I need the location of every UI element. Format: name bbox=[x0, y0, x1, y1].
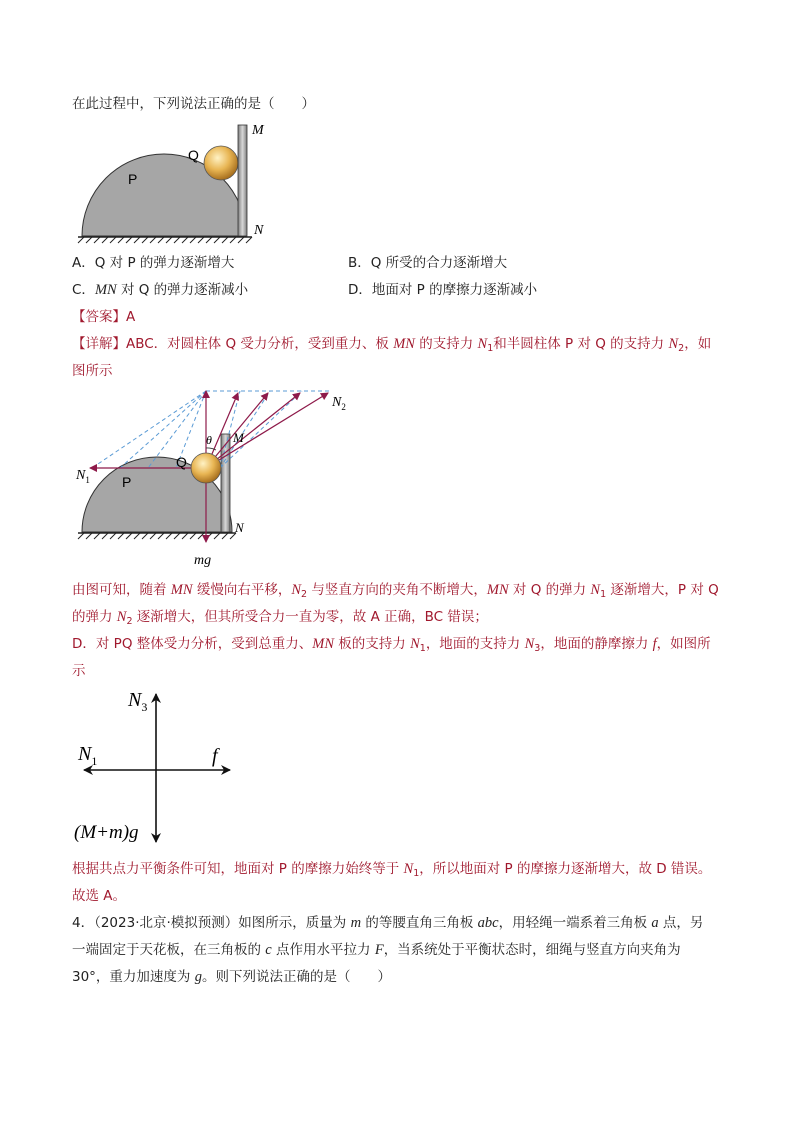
svg-text:N1: $N_1$ bbox=[78, 743, 98, 768]
detail-line-1: 【详解】ABC．对圆柱体 Q 受力分析，受到重力、板 MN 的支持力 $N_1$和半圆柱体 P 对 Q 的支持力 $N_2$，如 bbox=[72, 336, 712, 354]
svg-text:(M+m)g: (M+m)g bbox=[74, 822, 139, 843]
label-q: Q bbox=[188, 147, 199, 163]
detail-line-8: 故选 A。 bbox=[72, 888, 127, 904]
detail-line-7: 根据共点力平衡条件可知，地面对 P 的摩擦力始终等于 $N_1$，所以地面对 P 的摩擦力逐渐增大，故 D 错误。 bbox=[72, 861, 712, 879]
plate-mn bbox=[238, 125, 247, 236]
question-stem: 在此过程中，下列说法正确的是（ ） bbox=[72, 96, 315, 112]
q4-line-3: 30°，重力加速度为 g。则下列说法正确的是（ ） bbox=[72, 969, 391, 985]
ball-q bbox=[204, 146, 238, 180]
svg-text:θ: θ bbox=[206, 433, 212, 447]
option-c[interactable]: C．MN 对 Q 的弹力逐渐减小 bbox=[72, 282, 249, 298]
label-n: N bbox=[254, 223, 264, 238]
svg-text:f: f bbox=[212, 745, 218, 767]
detail-line-2: 图所示 bbox=[72, 363, 113, 379]
svg-text:P: P bbox=[122, 474, 132, 490]
option-b[interactable]: B．Q 所受的合力逐渐增大 bbox=[348, 255, 508, 271]
svg-text:N: N bbox=[235, 520, 244, 535]
answer: 【答案】A bbox=[72, 309, 136, 325]
svg-text:N2: $N_2$ bbox=[332, 395, 346, 412]
figure-force-analysis bbox=[70, 382, 360, 572]
figure-whole-body-forces bbox=[70, 682, 250, 847]
detail-line-3: 由图可知，随着 MN 缓慢向右平移，$N_2$ 与竖直方向的夹角不断增大，MN 对 Q 的弹力 $N_1$ 逐渐增大，P 对 Q bbox=[72, 582, 719, 600]
detail-line-6: 示 bbox=[72, 663, 86, 679]
svg-text:N3: $N_3$ bbox=[128, 689, 148, 714]
option-a[interactable]: A．Q 对 P 的弹力逐渐增大 bbox=[72, 255, 235, 271]
q4-line-2: 一端固定于天花板，在三角板的 c 点作用水平拉力 F，当系统处于平衡状态时，细绳与竖直方向夹角为 bbox=[72, 942, 681, 958]
label-m: M bbox=[252, 123, 264, 138]
q4-line-1: 4．（2023·北京·模拟预测）如图所示，质量为 m 的等腰直角三角板 abc，用轻绳一端系着三角板 a 点，另 bbox=[72, 915, 704, 931]
svg-text:mg: mg bbox=[194, 553, 212, 568]
label-p: P bbox=[128, 171, 138, 187]
detail-line-4: 的弹力 $N_2$ 逐渐增大，但其所受合力一直为零，故 A 正确，BC 错误； bbox=[72, 609, 488, 627]
svg-text:N1: $N_1$ bbox=[76, 468, 90, 485]
svg-text:Q: Q bbox=[176, 454, 187, 470]
detail-line-5: D．对 PQ 整体受力分析，受到总重力、MN 板的支持力 $N_1$，地面的支持力 $N_3$，地面的静摩擦力 f，如图所 bbox=[72, 636, 711, 654]
svg-text:M: M bbox=[233, 430, 244, 445]
figure-semicylinder-ball bbox=[70, 120, 280, 245]
option-d[interactable]: D．地面对 P 的摩擦力逐渐减小 bbox=[348, 282, 538, 298]
